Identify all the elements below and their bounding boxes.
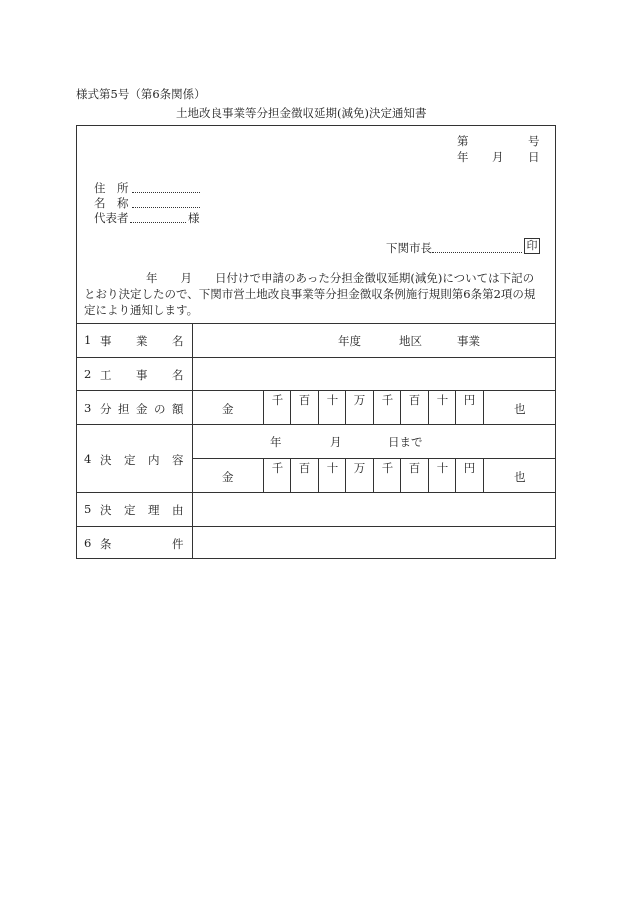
address-label: 住 所	[94, 181, 129, 195]
unit-label: 円	[463, 461, 476, 475]
mayor-dots	[432, 252, 522, 253]
label-divider	[192, 323, 193, 559]
money-line	[483, 458, 484, 492]
document-title: 土地改良事業等分担金徴収延期(減免)決定通知書	[176, 106, 427, 120]
table-line	[76, 390, 556, 391]
amount-kin: 金	[222, 402, 234, 416]
number-prefix: 第	[457, 134, 469, 148]
unit-label: 千	[381, 393, 394, 407]
date-month: 月	[492, 150, 504, 164]
unit-label: 十	[326, 461, 339, 475]
form-number: 様式第5号（第6条関係）	[76, 87, 206, 101]
unit-label: 千	[271, 393, 284, 407]
amount-kin: 金	[222, 470, 234, 484]
unit-label: 十	[436, 461, 449, 475]
address-dots	[132, 192, 200, 193]
unit-label: 百	[298, 461, 311, 475]
body-line-2: とおり決定したので、下関市営土地改良事業等分担金徴収条例施行規則第6条第2項の規	[84, 287, 536, 301]
seal-mark: 印	[524, 238, 540, 254]
until-day: 日まで	[388, 435, 423, 449]
table-line	[76, 526, 556, 527]
unit-label: 万	[353, 393, 366, 407]
name-dots	[132, 207, 200, 208]
mayor-title: 下関市長	[386, 241, 432, 255]
representative-label: 代表者	[94, 211, 129, 225]
table-line	[76, 492, 556, 493]
unit-label: 百	[298, 393, 311, 407]
table-line	[76, 424, 556, 425]
project-label: 事業	[457, 334, 480, 348]
form-frame	[76, 125, 556, 559]
fiscal-year-label: 年度	[338, 334, 361, 348]
honorific: 様	[188, 211, 200, 225]
name-label: 名 称	[94, 196, 129, 210]
unit-label: 十	[326, 393, 339, 407]
until-year: 年	[270, 435, 282, 449]
table-line	[76, 357, 556, 358]
unit-label: 千	[271, 461, 284, 475]
amount-nari: 也	[514, 470, 526, 484]
district-label: 地区	[399, 334, 422, 348]
unit-label: 十	[436, 393, 449, 407]
unit-label: 万	[353, 461, 366, 475]
table-line	[76, 323, 556, 324]
unit-label: 千	[381, 461, 394, 475]
money-line	[483, 390, 484, 424]
unit-label: 百	[408, 393, 421, 407]
table-line	[192, 458, 556, 459]
unit-label: 円	[463, 393, 476, 407]
body-line-1: 年 月 日付けで申請のあった分担金徴収延期(減免)については下記の	[146, 271, 535, 285]
unit-label: 百	[408, 461, 421, 475]
date-year: 年	[457, 150, 469, 164]
amount-nari: 也	[514, 402, 526, 416]
body-line-3: 定により通知します。	[84, 303, 199, 317]
until-month: 月	[330, 435, 342, 449]
number-suffix: 号	[528, 134, 540, 148]
date-day: 日	[528, 150, 540, 164]
representative-dots	[130, 222, 186, 223]
